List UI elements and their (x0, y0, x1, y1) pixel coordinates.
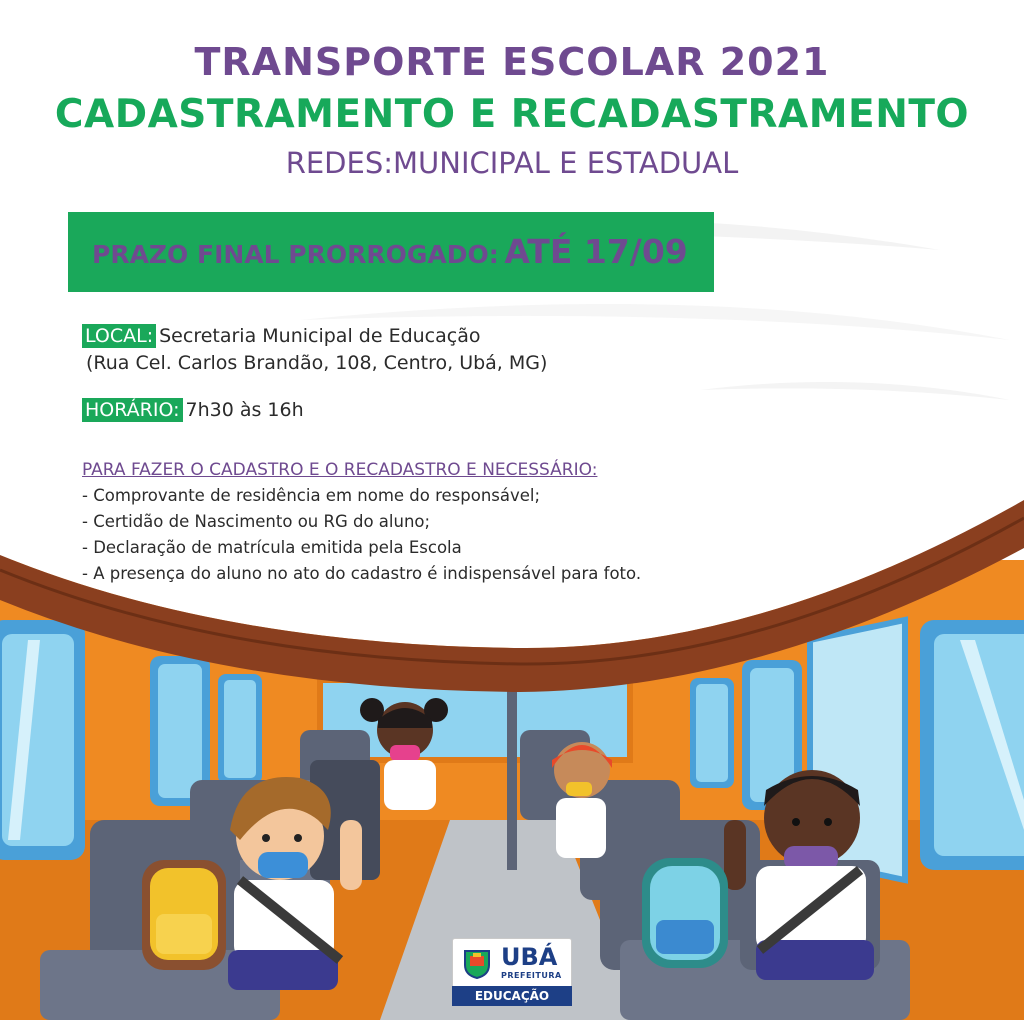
yellow-backpack (142, 860, 226, 970)
uba-prefeitura-logo (452, 938, 572, 1008)
schedule-tag: HORÁRIO: (82, 398, 183, 422)
schedule-hours: 7h30 às 16h (185, 399, 304, 421)
logo-sub: PREFEITURA (501, 971, 562, 980)
requirements-heading: PARA FAZER O CADASTRO E O RECADASTRO E NECESSÁRIO: (82, 460, 598, 480)
location-tag: LOCAL: (82, 324, 156, 348)
requirement-item: - A presença do aluno no ato do cadastro é indispensável para foto. (82, 564, 642, 583)
location-line (82, 324, 480, 348)
location-address: (Rua Cel. Carlos Brandão, 108, Centro, Ubá, MG) (86, 352, 548, 374)
schedule-line (82, 398, 304, 422)
bus-window-left (0, 620, 85, 860)
requirement-item: - Certidão de Nascimento ou RG do aluno; (82, 512, 431, 531)
bus-window-right (920, 620, 1024, 870)
location-place: Secretaria Municipal de Educação (159, 325, 481, 347)
requirement-item: - Declaração de matrícula emitida pela Escola (82, 538, 462, 557)
logo-name: UBÁ (501, 943, 558, 971)
logo-department: EDUCAÇÃO (452, 986, 572, 1006)
page-title: TRANSPORTE ESCOLAR 2021 (194, 40, 830, 84)
requirement-item: - Comprovante de residência em nome do responsável; (82, 486, 541, 505)
bus-window-left-3 (218, 674, 262, 784)
deadline-label: PRAZO FINAL PRORROGADO: (92, 240, 499, 269)
deadline-date: ATÉ 17/09 (504, 232, 688, 271)
bus-window-right-3 (690, 678, 734, 788)
page-subtitle: CADASTRAMENTO E RECADASTRAMENTO (54, 92, 970, 137)
networks-label: REDES:MUNICIPAL E ESTADUAL (285, 146, 739, 180)
city-crest-icon (461, 947, 493, 979)
blue-backpack (642, 858, 728, 968)
deadline-banner (68, 212, 714, 292)
requirements-list (82, 486, 641, 590)
